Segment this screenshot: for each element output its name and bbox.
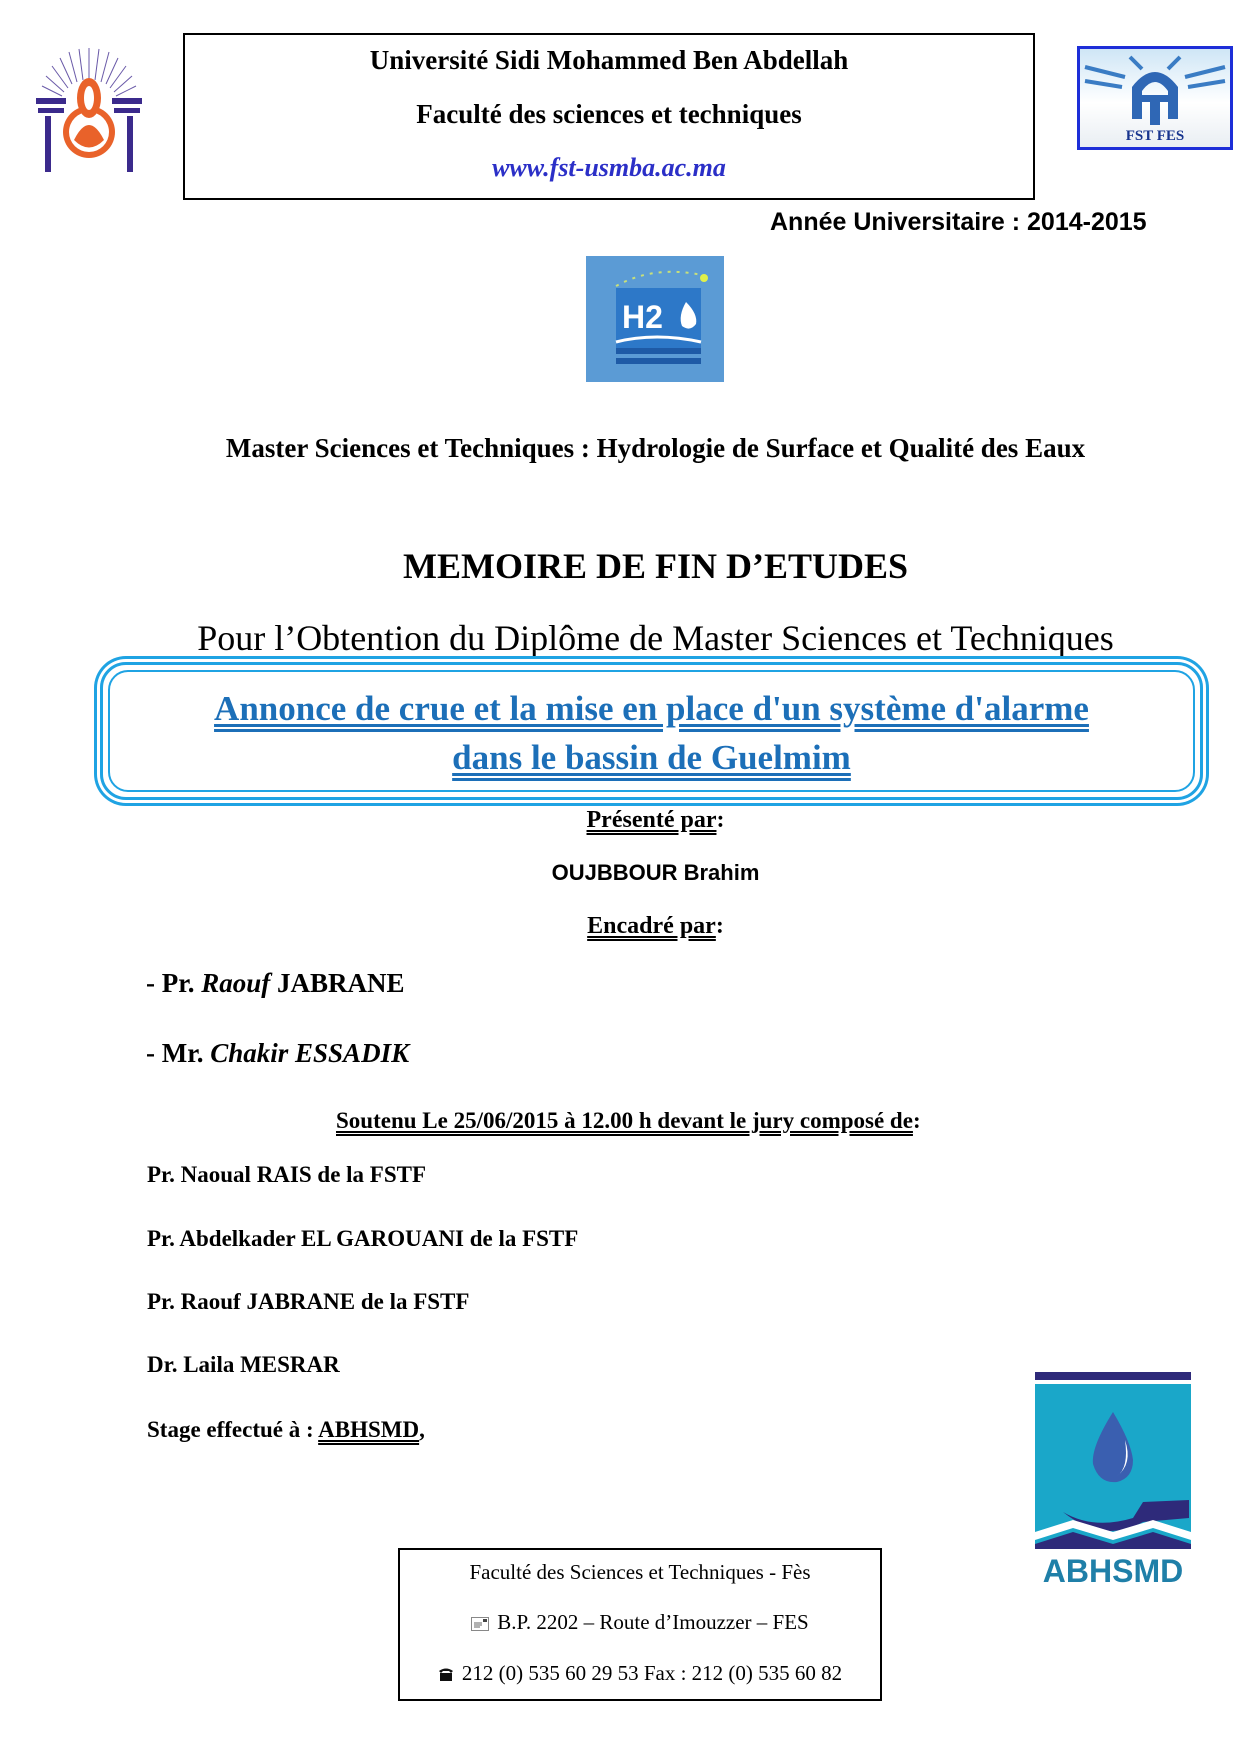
faculty-name: Faculté des sciences et techniques <box>416 99 802 129</box>
footer-faculty: Faculté des Sciences et Techniques - Fès <box>469 1560 811 1584</box>
supervised-by-label <box>0 913 1241 940</box>
supervisor-2-name: Chakir ESSADIK <box>210 1038 410 1068</box>
presented-by-colon: : <box>716 807 725 833</box>
defense-info <box>336 1108 921 1134</box>
abhsmd-logo <box>1033 1372 1193 1594</box>
academic-year: Année Universitaire : 2014-2015 <box>770 208 1147 236</box>
supervised-by-text: Encadré par <box>587 913 716 939</box>
university-name: Université Sidi Mohammed Ben Abdellah <box>369 45 849 75</box>
footer-address <box>400 1610 880 1637</box>
master-program: Master Sciences et Techniques : Hydrologie de Surface et Qualité des Eaux <box>225 433 1086 463</box>
jury-member: Pr. Abdelkader EL GAROUANI de la FSTF <box>147 1226 579 1251</box>
usmba-emblem-logo <box>30 40 148 175</box>
footer-address-text: B.P. 2202 – Route d’Imouzzer – FES <box>497 1610 809 1634</box>
internship-suffix: , <box>419 1417 425 1442</box>
footer-phone <box>400 1661 880 1688</box>
supervisor-1 <box>146 968 405 999</box>
mail-icon <box>471 1612 489 1637</box>
internship-label: Stage effectué à : <box>147 1417 319 1442</box>
phone-icon <box>438 1663 454 1688</box>
thesis-title-line2: dans le bassin de Guelmim <box>452 738 851 777</box>
diploma-purpose: Pour l’Obtention du Diplôme de Master Sciences et Techniques <box>197 618 1114 658</box>
h2o-logo <box>586 256 724 382</box>
supervisor-1-prefix: - Pr. <box>146 968 195 998</box>
faculty-contact-box <box>398 1548 882 1701</box>
defense-text: Soutenu Le 25/06/2015 à 12.00 h devant le jury composé de <box>336 1108 913 1133</box>
presented-by-label <box>0 807 1241 834</box>
jury-member: Dr. Laila MESRAR <box>147 1352 340 1377</box>
student-name: OUJBBOUR Brahim <box>551 860 760 885</box>
document-type-heading: MEMOIRE DE FIN D’ETUDES <box>402 546 909 586</box>
footer-phone-text: 212 (0) 535 60 29 53 Fax : 212 (0) 535 60 82 <box>461 1661 843 1685</box>
supervisor-2 <box>146 1038 409 1069</box>
defense-colon: : <box>912 1108 921 1133</box>
supervisor-1-last-name: JABRANE <box>277 968 405 998</box>
supervisor-2-prefix: - Mr. <box>146 1038 204 1068</box>
supervisor-1-first-name: Raouf <box>201 968 271 998</box>
thesis-title-frame <box>100 662 1203 800</box>
fst-fes-logo <box>1077 46 1233 150</box>
internship-info <box>147 1417 425 1443</box>
fst-fes-label: FST FES <box>1125 128 1185 144</box>
website-link[interactable]: www.fst-usmba.ac.ma <box>492 153 726 182</box>
jury-member: Pr. Raouf JABRANE de la FSTF <box>147 1289 470 1314</box>
svg-text:H2: H2 <box>622 299 663 335</box>
thesis-title-line1: Annonce de crue et la mise en place d'un système d'alarme <box>214 689 1089 728</box>
presented-by-text: Présenté par <box>586 807 717 833</box>
internship-place: ABHSMD <box>318 1417 420 1442</box>
institution-header-box <box>183 33 1035 200</box>
supervised-by-colon: : <box>715 913 724 939</box>
jury-member: Pr. Naoual RAIS de la FSTF <box>147 1162 427 1187</box>
abhsmd-logo-label: ABHSMD <box>1042 1553 1184 1589</box>
